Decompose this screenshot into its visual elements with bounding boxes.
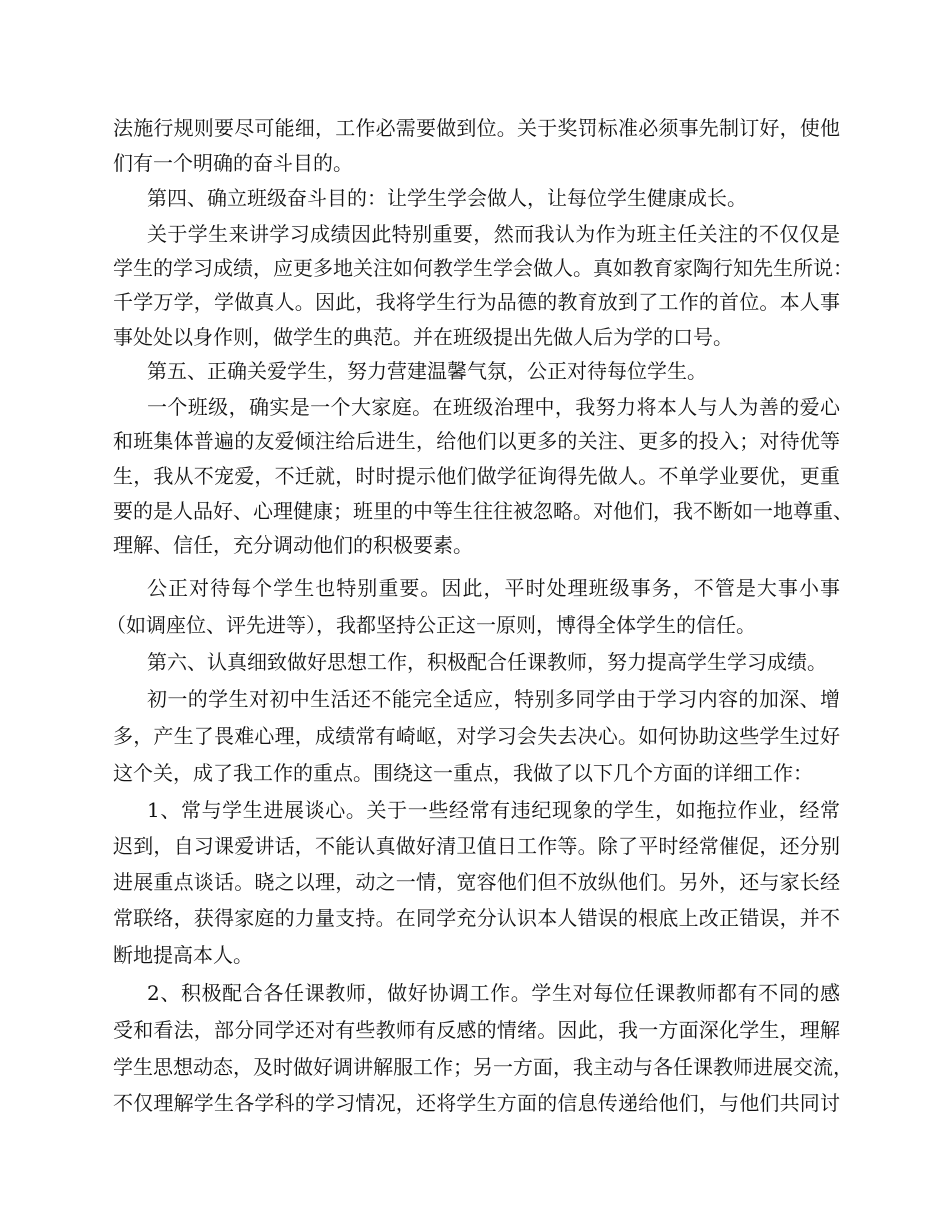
text-line: 理解、信任，充分调动他们的积极要素。	[113, 533, 473, 557]
text-line: （如调座位、评先进等），我都坚持公正这一原则，博得全体学生的信任。	[106, 613, 756, 637]
text-line: 这个关，成了我工作的重点。围绕这一重点，我做了以下几个方面的详细工作：	[113, 761, 813, 785]
text-line: 公正对待每个学生也特别重要。因此，平时处理班级事务，不管是大事小事	[147, 576, 840, 600]
text-line: 不仅理解学生各学科的学习情况，还将学生方面的信息传递给他们，与他们共同讨	[113, 1091, 840, 1115]
text-line: 迟到，自习课爱讲话，不能认真做好清卫值日工作等。除了平时经常催促，还分别	[113, 834, 840, 858]
text-line: 初一的学生对初中生活还不能完全适应，特别多同学由于学习内容的加深、增	[147, 687, 840, 711]
text-line: 和班集体普遍的友爱倾注给后进生，给他们以更多的关注、更多的投入；对待优等	[113, 429, 840, 453]
heading-line: 第六、认真细致做好思想工作，积极配合任课教师，努力提高学生学习成绩。	[147, 650, 827, 674]
text-line: 常联络，获得家庭的力量支持。在同学充分认识本人错误的根底上改正错误，并不	[113, 906, 840, 930]
text-line: 多，产生了畏难心理，成绩常有崎岖，对学习会失去决心。如何协助这些学生过好	[113, 724, 840, 748]
heading-line: 第五、正确关爱学生，努力营建温馨气氛，公正对待每位学生。	[147, 359, 707, 383]
text-line: 要的是人品好、心理健康；班里的中等生往往被忽略。对他们，我不断如一地尊重、	[113, 499, 853, 523]
text-line: 关于学生来讲学习成绩因此特别重要，然而我认为作为班主任关注的不仅仅是	[147, 222, 840, 246]
text-line: 事处处以身作则，做学生的典范。并在班级提出先做人后为学的口号。	[113, 325, 733, 349]
text-line: 一个班级，确实是一个大家庭。在班级治理中，我努力将本人与人为善的爱心	[147, 395, 840, 419]
text-line: 学生的学习成绩，应更多地关注如何教学生学会做人。真如教育家陶行知先生所说：	[113, 256, 853, 280]
text-line: 2、积极配合各任课教师，做好协调工作。学生对每位任课教师都有不同的感	[147, 981, 840, 1005]
heading-line: 第四、确立班级奋斗目的：让学生学会做人，让每位学生健康成长。	[147, 186, 747, 210]
text-line: 进展重点谈话。晓之以理，动之一情，宽容他们但不放纵他们。另外，还与家长经	[113, 870, 840, 894]
text-line: 们有一个明确的奋斗目的。	[113, 151, 353, 175]
text-line: 断地提高本人。	[113, 943, 253, 967]
text-line: 千学万学，学做真人。因此，我将学生行为品德的教育放到了工作的首位。本人事	[113, 290, 840, 314]
text-line: 受和看法，部分同学还对有些教师有反感的情绪。因此，我一方面深化学生，理解	[113, 1018, 840, 1042]
text-line: 学生思想动态，及时做好调讲解服工作；另一方面，我主动与各任课教师进展交流，	[113, 1055, 853, 1079]
text-line: 生，我从不宠爱，不迁就，时时提示他们做学征询得先做人。不单学业要优，更重	[113, 464, 840, 488]
text-line: 1、常与学生进展谈心。关于一些经常有违纪现象的学生，如拖拉作业，经常	[147, 798, 840, 822]
text-line: 法施行规则要尽可能细，工作必需要做到位。关于奖罚标准必须事先制订好，使他	[113, 116, 840, 140]
